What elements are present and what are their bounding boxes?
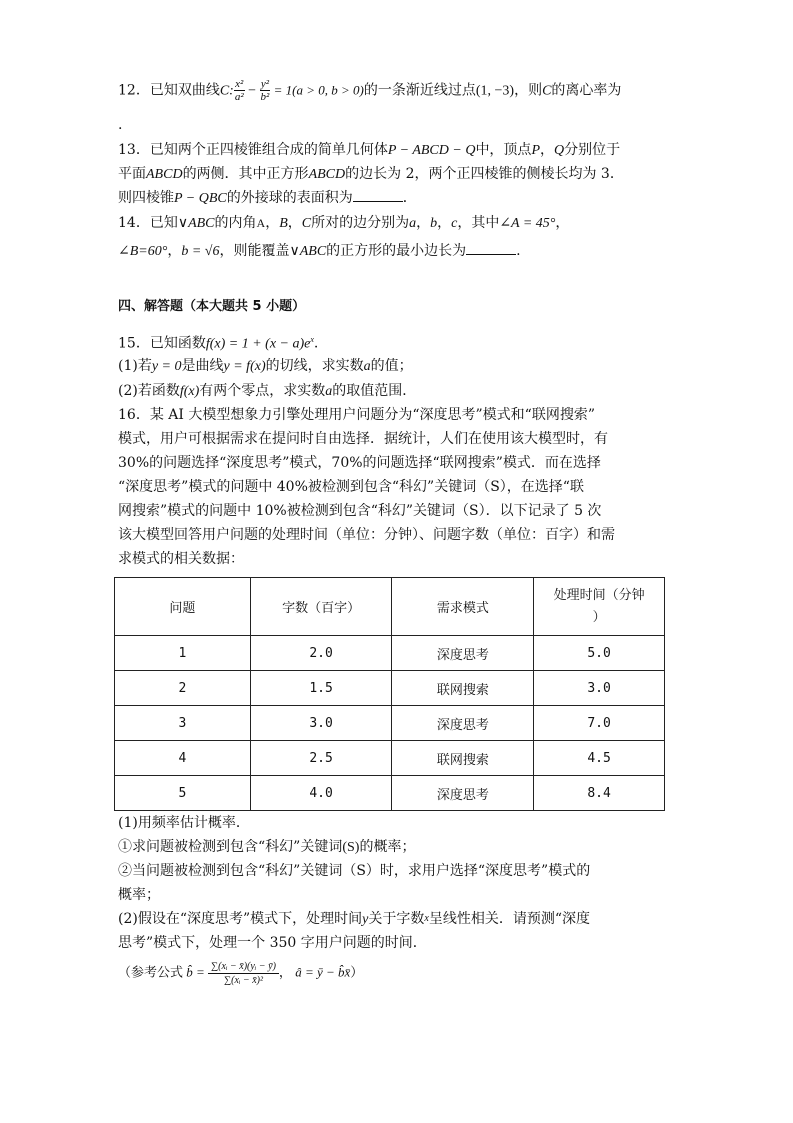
q14-l2-c: ，则能覆盖 — [219, 243, 290, 259]
table-cell: 2 — [115, 671, 251, 706]
section-4-heading: 四、解答题（本大题共 5 小题） — [118, 299, 306, 314]
reference-formula — [118, 960, 363, 987]
table-cell: 3.0 — [250, 706, 392, 741]
table-header-line2: ） — [592, 609, 606, 625]
q16-p2-b: 的概率； — [359, 839, 416, 855]
q15-function: f(x) = 1 + (x − a)e — [205, 336, 311, 352]
q12-prefix: 12．已知双曲线 — [118, 82, 220, 99]
q14-b: 的内角 — [214, 215, 257, 231]
table-cell: 联网搜索 — [392, 741, 534, 776]
formula-denominator: ∑(xᵢ − x̄)² — [223, 975, 263, 986]
q15-l2-d: 的值； — [370, 358, 413, 374]
q15-l3-b: 有两个零点，求实数 — [199, 383, 326, 399]
table-cell: 4 — [115, 741, 251, 776]
q14-angle-b: ∠B=60° — [118, 244, 168, 259]
q14-s2: ， — [287, 215, 302, 231]
table-cell: 5 — [115, 776, 251, 811]
q16-p5-b: 关于字数 — [368, 911, 425, 927]
q13-vertex-p: P — [531, 143, 540, 158]
table-cell: 3 — [115, 706, 251, 741]
q14-s3: ， — [416, 215, 431, 231]
q13-comma: ， — [540, 142, 554, 158]
q12-c: C — [542, 83, 552, 99]
q16-line-3: “深度思考”模式的问题中 40%被检测到包含“科幻”关键词（S），在选择“联 — [118, 479, 584, 495]
formula-open: （参考公式 — [118, 965, 184, 981]
q15-l3-a-var: a — [325, 384, 333, 399]
q13-l2-a: 平面 — [118, 166, 146, 182]
q12-end-line — [118, 114, 122, 136]
q12-frac-y-num: y² — [260, 78, 270, 90]
table-cell: 8.4 — [534, 776, 665, 811]
q14-cv: c — [451, 216, 458, 231]
table-cell: 4.0 — [250, 776, 392, 811]
q13-l3-b: 的外接球的表面积为 — [226, 190, 353, 206]
q13-vertex-q: Q — [554, 143, 565, 158]
q14-C: C — [301, 216, 312, 231]
q14-d: ，其中 — [457, 215, 500, 231]
q16-part2 — [118, 908, 590, 931]
table-cell: 1.5 — [250, 671, 392, 706]
table-cell: 2.5 — [250, 741, 392, 776]
q12-frac-x — [234, 78, 245, 103]
table-cell: 1 — [115, 636, 251, 671]
q12-frac-x-num: x² — [235, 78, 244, 90]
q16-part1: (1)用频率估计概率． — [118, 815, 250, 831]
table-header — [534, 578, 665, 636]
q15-l2-b: 是曲线 — [181, 358, 224, 374]
q14-A: A — [256, 216, 266, 230]
q13-l2-b: 的两侧．其中正方形 — [182, 166, 309, 182]
q13-l2-plane: ABCD — [146, 167, 183, 182]
q14-angle-a: ∠A = 45° — [499, 216, 556, 231]
q15-end: . — [313, 335, 319, 352]
q15-l2-a-var: a — [363, 359, 371, 374]
q16-p2-s: (S) — [342, 840, 360, 855]
table-row — [115, 636, 665, 671]
q15-l2-a: (1)若 — [118, 358, 152, 374]
table-cell: 深度思考 — [392, 776, 534, 811]
q16-p5-x: x — [424, 913, 429, 924]
q15-l2-curve: y = f(x) — [223, 359, 266, 374]
table-header: 字数（百字） — [250, 578, 392, 636]
q16-p2-a: ①求问题被检测到包含“科幻”关键词 — [118, 839, 343, 855]
q15-line1 — [118, 329, 318, 356]
q15-line3 — [118, 380, 416, 403]
q14-B: B — [279, 216, 288, 231]
formula-sep: ， — [278, 964, 292, 980]
q13-solid: P − ABCD − Q — [387, 143, 476, 158]
table-row — [115, 741, 665, 776]
q13-l2-square: ABCD — [308, 167, 346, 182]
q16-line-0: 16．某 AI 大模型想象力引擎处理用户问题分为“深度思考”模式和“联网搜索” — [118, 407, 595, 423]
q14-av: a — [409, 216, 417, 231]
q12-frac-y — [260, 78, 271, 103]
table-cell: 5.0 — [534, 636, 665, 671]
q14-l2-bval: b = √6 — [181, 244, 220, 259]
table-row — [115, 706, 665, 741]
q14-e: ， — [555, 215, 570, 231]
q15-l2-y0: y = 0 — [151, 359, 182, 374]
q13-line1 — [118, 139, 620, 162]
q14-bv: b — [430, 216, 438, 231]
q14-l2-triangle: ∨ABC — [289, 244, 327, 259]
q14-c: 所对的边分别为 — [311, 215, 410, 231]
q12-curve: C: — [219, 83, 234, 99]
table-cell: 7.0 — [534, 706, 665, 741]
q16-part2-cont: 思考”模式下，处理一个 350 字用户问题的时间． — [118, 935, 427, 951]
q14-line1 — [118, 212, 569, 235]
q13-l3-end: ． — [402, 190, 417, 206]
q14-triangle: ∨ABC — [177, 216, 215, 231]
table-header-row — [115, 578, 665, 636]
q12-frac-y-den: b² — [260, 91, 270, 103]
q12-eq: = 1(a > 0, b > 0) — [270, 82, 364, 98]
q16-line-5: 该大模型回答用户问题的处理时间（单位：分钟）、问题字数（单位：百字）和需 — [118, 527, 615, 543]
q12-point: (1, −3) — [475, 83, 515, 99]
q14-a: 14．已知 — [118, 215, 178, 231]
table-cell: 4.5 — [534, 741, 665, 776]
q12-middle: 的一条渐近线过点 — [363, 82, 476, 99]
q13-l3-a: 则四棱锥 — [118, 190, 174, 206]
q14-answer-blank — [466, 240, 516, 255]
q15-l3-f: f(x) — [179, 384, 200, 399]
q15-a: 15．已知函数 — [118, 335, 206, 352]
q12-suffix-a: ，则 — [514, 82, 543, 99]
q16-line-1: 模式，用户可根据需求在提问时自由选择．据统计，人们在使用该大模型时，有 — [118, 431, 608, 447]
table-row — [115, 671, 665, 706]
formula-close: ） — [350, 964, 364, 980]
q16-line-6: 求模式的相关数据： — [118, 551, 244, 567]
q13-l3-pyramid: P − QBC — [174, 191, 227, 206]
table-header: 问题 — [115, 578, 251, 636]
q14-l2-a: ， — [167, 243, 182, 259]
data-table — [114, 577, 665, 811]
q16-part1-ii: ②当问题被检测到包含“科幻”关键词（S）时，求用户选择“深度思考”模式的 — [118, 863, 591, 879]
q13-line3 — [118, 187, 417, 210]
q16-line-2: 30%的问题选择“深度思考”模式，70%的问题选择“联网搜索”模式．而在选择 — [118, 455, 601, 471]
table-row — [115, 776, 665, 811]
q16-part1-i — [118, 836, 415, 859]
q13-text-b: 中，顶点 — [475, 142, 532, 158]
q13-answer-blank — [353, 187, 403, 202]
q14-s1: ， — [265, 215, 280, 231]
table-header-line1: 处理时间（分钟 — [553, 587, 645, 603]
q12-frac-x-den: a² — [234, 91, 244, 103]
q12-line — [118, 78, 621, 103]
table-cell: 2.0 — [250, 636, 392, 671]
formula-b-hat: b̂ = — [186, 964, 205, 980]
q15-l3-c: 的取值范围． — [332, 383, 417, 399]
table-header: 需求模式 — [392, 578, 534, 636]
q14-l2-d: 的正方形的最小边长为 — [326, 243, 467, 259]
q15-l2-c: 的切线，求实数 — [265, 358, 364, 374]
formula-numerator: ∑(xᵢ − x̄)(yᵢ − ȳ) — [208, 960, 279, 974]
q13-text-d: 分别位于 — [564, 142, 621, 158]
table-cell: 联网搜索 — [392, 671, 534, 706]
q15-l3-a: (2)若函数 — [118, 383, 180, 399]
q12-end: . — [118, 117, 123, 133]
q16-part1-ii-cont: 概率； — [118, 887, 160, 903]
formula-a-hat: â = ȳ − b̂x̄ — [295, 964, 351, 980]
q14-s4: ， — [437, 215, 452, 231]
q16-line-4: 网搜索”模式的问题中 10%被检测到包含“科幻”关键词（S）．以下记录了 5 次 — [118, 503, 602, 519]
table-cell: 3.0 — [534, 671, 665, 706]
q12-suffix-b: 的离心率为 — [551, 82, 622, 99]
formula-fraction — [208, 960, 279, 987]
q12-minus: − — [244, 83, 260, 99]
table-cell: 深度思考 — [392, 636, 534, 671]
q16-p5-a: (2)假设在“深度思考”模式下，处理时间 — [118, 911, 363, 927]
table-cell: 深度思考 — [392, 706, 534, 741]
q15-exp: x — [310, 335, 314, 344]
q14-l2-end: . — [516, 243, 521, 259]
q16-p5-c: 呈线性相关．请预测“深度 — [428, 911, 590, 927]
q14-line2 — [118, 240, 521, 263]
q15-line2 — [118, 355, 413, 378]
q16-p5-y: y — [362, 912, 369, 927]
q13-text-a: 13．已知两个正四棱锥组合成的简单几何体 — [118, 142, 388, 158]
q13-line2 — [118, 163, 624, 186]
q13-l2-c: 的边长为 2，两个正四棱锥的侧棱长均为 3． — [345, 166, 624, 182]
